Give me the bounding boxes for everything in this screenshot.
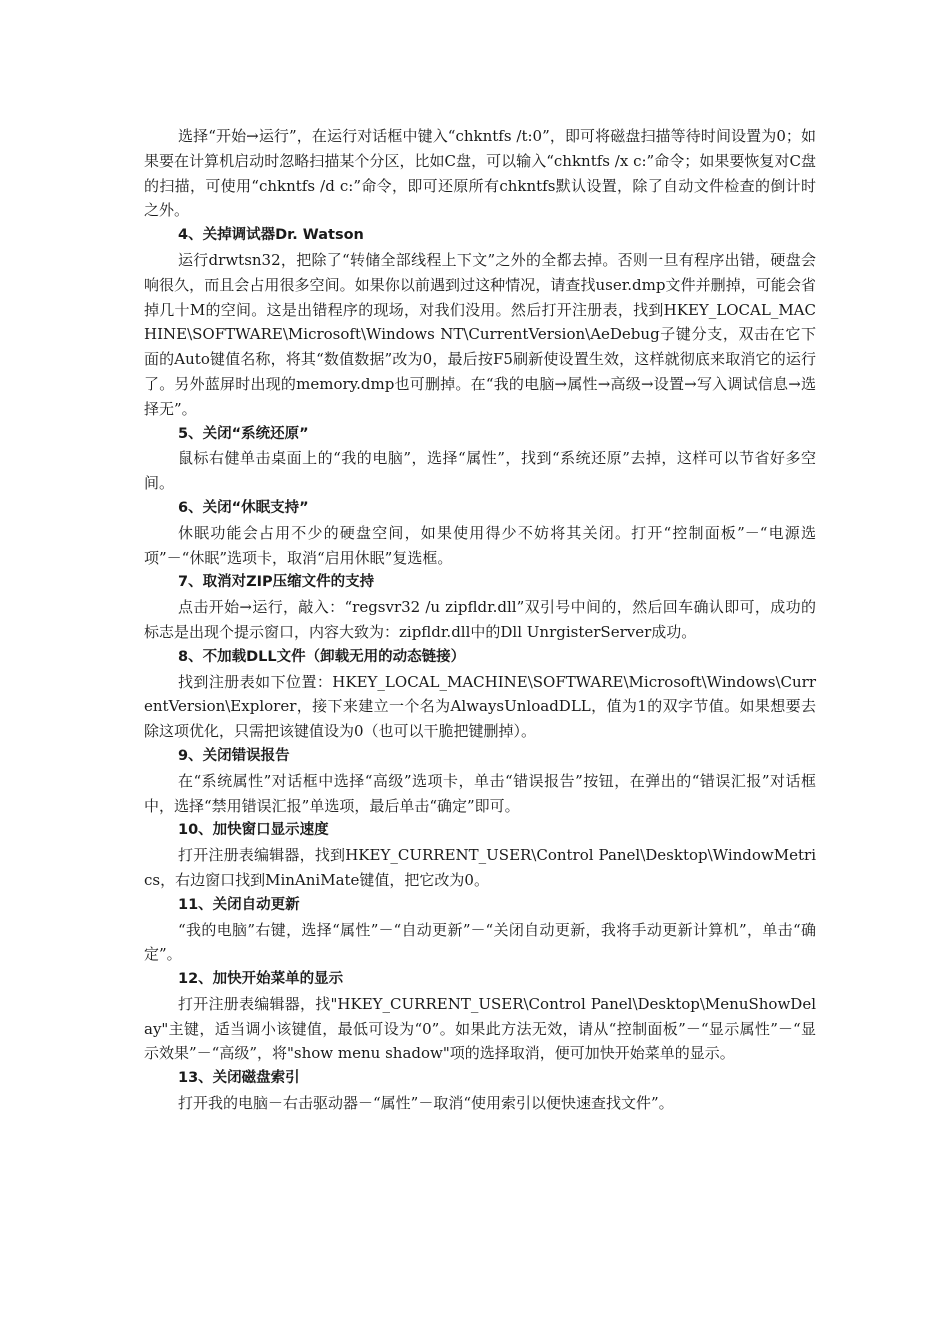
paragraph-window-speed: 打开注册表编辑器，找到HKEY_CURRENT_USER\Control Panel\Desktop\WindowMetrics，右边窗口找到MinAniMate键值，把它改为0。 <box>144 846 816 889</box>
paragraph-auto-update: “我的电脑”右键，选择“属性”－“自动更新”－“关闭自动更新，我将手动更新计算机”，单击“确定”。 <box>144 920 816 964</box>
paragraph-chkntfs: 选择“开始→运行”，在运行对话框中键入“chkntfs /t:0”，即可将磁盘扫描等待时间设置为0；如果要在计算机启动时忽略扫描某个分区，比如C盘，可以输入“chkntfs /x c:”命令；如果要恢复对C盘的扫描，可使用“chkntfs /d c:”命令，即可还原所有chkntfs默认设置，除了自动文件检查的倒计时之外。 <box>144 127 816 220</box>
paragraph-system-restore: 鼠标右健单击桌面上的“我的电脑”，选择“属性”，找到“系统还原”去掉，这样可以节省好多空间。 <box>144 449 816 493</box>
heading-dr-watson: 4、关掉调试器Dr. Watson <box>178 227 364 244</box>
heading-unload-dll: 8、不加载DLL文件（卸载无用的动态链接） <box>178 648 466 665</box>
document-page <box>144 124 816 1116</box>
heading-system-restore: 5、关闭“系统还原” <box>178 425 309 442</box>
paragraph-zip-support: 点击开始→运行，敲入：“regsvr32 /u zipfldr.dll”双引号中间的，然后回车确认即可，成功的标志是出现个提示窗口，内容大致为：zipfldr.dll中的Dll UnrgisterServer成功。 <box>144 598 816 641</box>
heading-error-report: 9、关闭错误报告 <box>178 747 290 764</box>
heading-zip-support: 7、取消对ZIP压缩文件的支持 <box>178 574 375 591</box>
heading-start-menu: 12、加快开始菜单的显示 <box>178 971 344 988</box>
paragraph-disk-index: 打开我的电脑－右击驱动器－“属性”－取消“使用索引以便快速查找文件”。 <box>178 1094 674 1113</box>
paragraph-error-report: 在“系统属性”对话框中选择“高级”选项卡，单击“错误报告”按钮，在弹出的“错误汇报”对话框中，选择“禁用错误汇报”单选项，最后单击“确定”即可。 <box>144 771 816 815</box>
heading-hibernation: 6、关闭“休眠支持” <box>178 499 309 516</box>
paragraph-hibernation: 休眠功能会占用不少的硬盘空间，如果使用得少不妨将其关闭。打开“控制面板”－“电源选项”－“休眠”选项卡，取消“启用休眠”复选框。 <box>144 523 816 567</box>
paragraph-unload-dll: 找到注册表如下位置：HKEY_LOCAL_MACHINE\SOFTWARE\Microsoft\Windows\CurrentVersion\Explorer，接下来建立一个名为AlwaysUnloadDLL，值为1的双字节值。如果想要去除这项优化，只需把该键值设为0（也可以干脆把键删掉）。 <box>144 672 816 741</box>
heading-auto-update: 11、关闭自动更新 <box>178 896 300 913</box>
paragraph-start-menu: 打开注册表编辑器，找"HKEY_CURRENT_USER\Control Panel\Desktop\MenuShowDelay"主键，适当调小该键值，最低可设为“0”。如果此方法无效，请从“控制面板”－“显示属性”－“显示效果”－“高级”，将"show menu shadow"项的选择取消，便可加快开始菜单的显示。 <box>144 994 816 1063</box>
paragraph-dr-watson: 运行drwtsn32，把除了“转储全部线程上下文”之外的全都去掉。否则一旦有程序出错，硬盘会响很久，而且会占用很多空间。如果你以前遇到过这种情况，请查找user.dmp文件并删掉，可能会省掉几十M的空间。这是出错程序的现场，对我们没用。然后打开注册表，找到HKEY_LOCAL_MACHINE\SOFTWARE\Microsoft\Windows NT\CurrentVersion\AeDebug子键分支，双击在它下面的Auto键值名称，将其“数值数据”改为0，最后按F5刷新使设置生效，这样就彻底来取消它的运行了。另外蓝屏时出现的memory.dmp也可删掉。在“我的电脑→属性→高级→设置→写入调试信息→选择无”。 <box>144 250 816 418</box>
heading-window-speed: 10、加快窗口显示速度 <box>178 822 329 839</box>
heading-disk-index: 13、关闭磁盘索引 <box>178 1070 300 1087</box>
